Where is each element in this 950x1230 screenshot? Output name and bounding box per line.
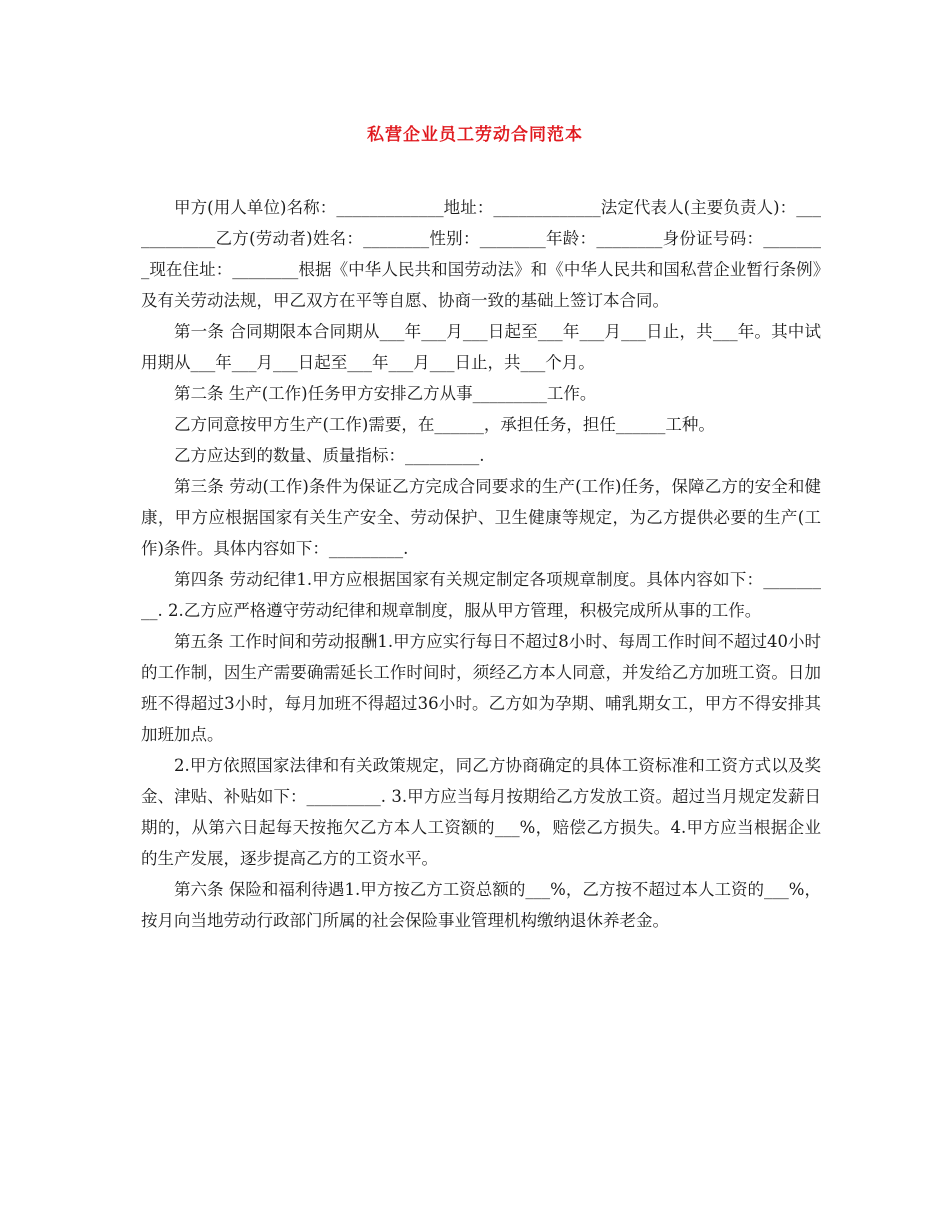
document-title: 私营企业员工劳动合同范本 <box>367 125 583 145</box>
paragraph-article-2-quota: 乙方应达到的数量、质量指标：_________. <box>174 446 485 465</box>
document-body <box>141 192 821 936</box>
paragraph-article-5-wages: 2.甲方依照国家法律和有关政策规定，同乙方协商确定的具体工资标准和工资方式以及奖金、津贴、补贴如下：_________. 3.甲方应当每月按期给乙方发放工资。超过当月规定发薪日期的，从第六日起每天按拖欠乙方本人工资额的___%，赔偿乙方损失。4.甲方应当根据企业的生产发展，逐步提高乙方的工资水平。 <box>141 756 821 868</box>
paragraph-parties: 甲方(用人单位)名称：_____________地址：_____________法定代表人(主要负责人)：____________乙方(劳动者)姓名：________性别：________年龄：________身份证号码：________现在住址：________根据《中华人民共和国劳动法》和《中华人民共和国私营企业暂行条例》及有关劳动法规，甲乙双方在平等自愿、协商一致的基础上签订本合同。 <box>141 198 821 310</box>
paragraph-article-4: 第四条 劳动纪律1.甲方应根据国家有关规定制定各项规章制度。具体内容如下：_________. 2.乙方应严格遵守劳动纪律和规章制度，服从甲方管理，积极完成所从事的工作。 <box>141 570 821 620</box>
paragraph-article-2: 第二条 生产(工作)任务甲方安排乙方从事_________工作。 <box>174 384 597 403</box>
paragraph-article-6: 第六条 保险和福利待遇1.甲方按乙方工资总额的___%，乙方按不超过本人工资的___%，按月向当地劳动行政部门所属的社会保险事业管理机构缴纳退休养老金。 <box>141 880 821 930</box>
paragraph-article-3: 第三条 劳动(工作)条件为保证乙方完成合同要求的生产(工作)任务，保障乙方的安全和健康，甲方应根据国家有关生产安全、劳动保护、卫生健康等规定，为乙方提供必要的生产(工作)条件。具体内容如下：_________. <box>141 477 821 558</box>
paragraph-article-2-duty: 乙方同意按甲方生产(工作)需要，在______，承担任务，担任______工种。 <box>174 415 715 434</box>
paragraph-article-5: 第五条 工作时间和劳动报酬1.甲方应实行每日不超过8小时、每周工作时间不超过40小时的工作制，因生产需要确需延长工作时间时，须经乙方本人同意，并发给乙方加班工资。日加班不得超过3小时，每月加班不得超过36小时。乙方如为孕期、哺乳期女工，甲方不得安排其加班加点。 <box>141 632 821 744</box>
paragraph-article-1: 第一条 合同期限本合同期从___年___月___日起至___年___月___日止，共___年。其中试用期从___年___月___日起至___年___月___日止，共___个月。 <box>141 322 821 372</box>
